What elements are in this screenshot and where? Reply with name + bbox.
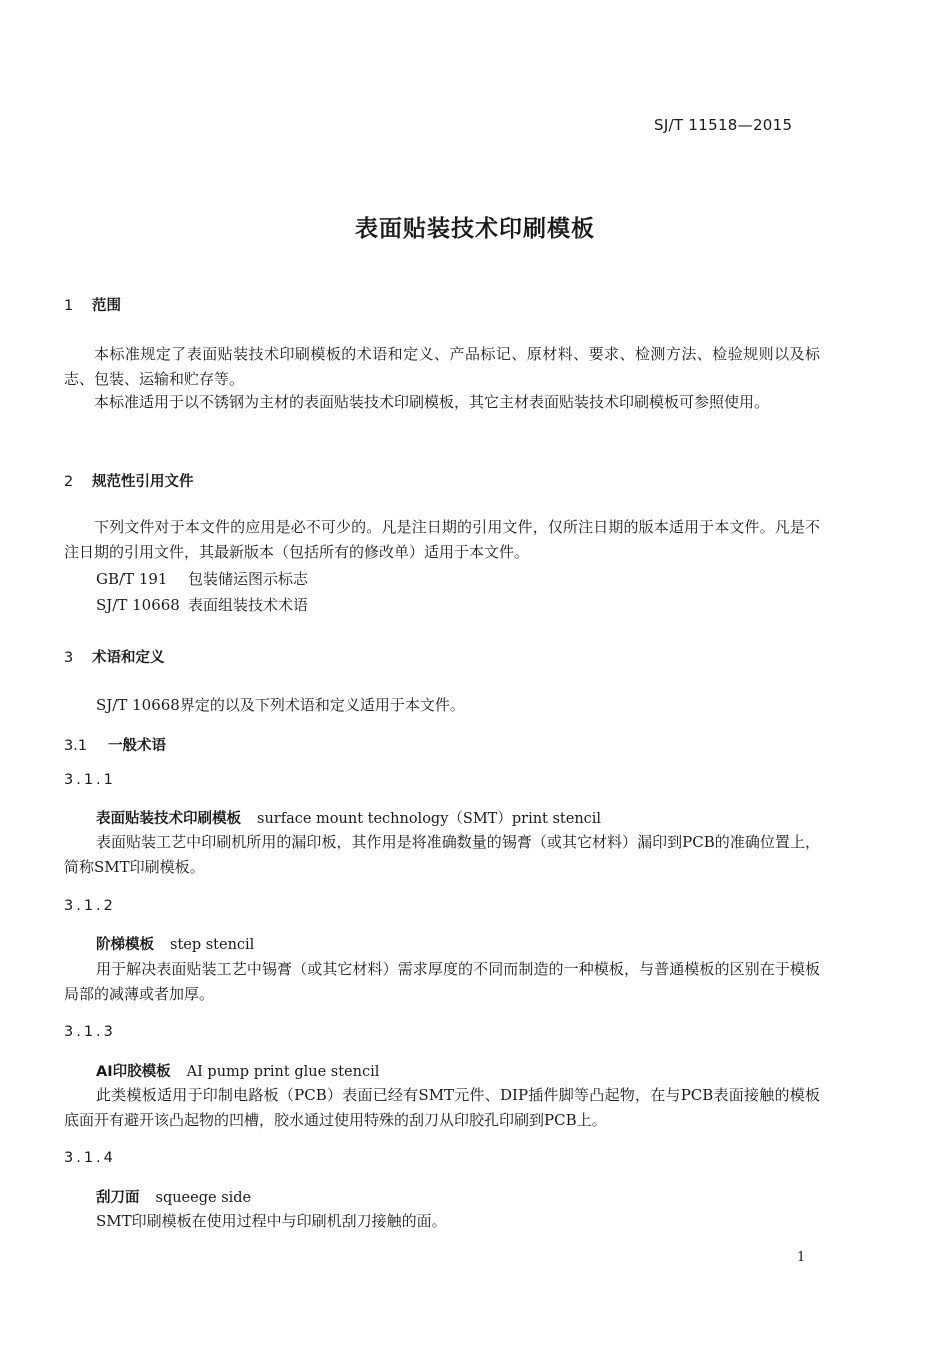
reference-title: 包装储运图示标志 [188, 570, 309, 588]
term-definition: 此类模板适用于印制电路板（PCB）表面已经有SMT元件、DIP插件脚等凸起物，在与PCB表面接触的模板底面开有避开该凸起物的凹槽，胶水通过使用特殊的刮刀从印胶孔印刷到PCB上。 [64, 1086, 820, 1129]
section-1-paragraph-2: 本标准适用于以不锈钢为主材的表面贴装技术印刷模板，其它主材表面贴装技术印刷模板可参照使用。 [94, 393, 770, 411]
document-title: 表面贴装技术印刷模板 [355, 216, 595, 242]
section-1-heading [64, 294, 121, 315]
term-chinese: AI印胶模板 [96, 1064, 171, 1080]
term-chinese: 表面贴装技术印刷模板 [96, 811, 241, 827]
term-definition: 用于解决表面贴装工艺中锡膏（或其它材料）需求厚度的不同而制造的一种模板，与普通模板的区别在于模板局部的减薄或者加厚。 [64, 960, 820, 1003]
subsection-3-1-heading [64, 734, 166, 755]
term-english: step stencil [170, 937, 255, 953]
term-heading [96, 933, 254, 954]
term-definition: 表面贴装工艺中印刷机所用的漏印板，其作用是将准确数量的锡膏（或其它材料）漏印到PCB的准确位置上，简称SMT印刷模板。 [64, 833, 820, 876]
term-chinese: 刮刀面 [96, 1190, 140, 1206]
section-number: 3 [64, 650, 74, 666]
reference-code: SJ/T 10668 [96, 596, 180, 614]
page-number: 1 [797, 1250, 806, 1265]
normative-reference [96, 568, 308, 589]
section-title: 术语和定义 [92, 650, 165, 666]
section-3-heading [64, 646, 165, 667]
section-3-paragraph-1: SJ/T 10668界定的以及下列术语和定义适用于本文件。 [96, 696, 465, 714]
term-heading [96, 807, 601, 828]
section-title: 规范性引用文件 [92, 474, 194, 490]
standard-number: SJ/T 11518—2015 [654, 116, 793, 134]
subsection-number: 3.1 [64, 738, 88, 754]
term-number: 3.1.4 [64, 1150, 116, 1166]
term-number: 3.1.3 [64, 1024, 116, 1040]
term-english: AI pump print glue stencil [186, 1064, 380, 1080]
section-1-paragraph-1: 本标准规定了表面贴装技术印刷模板的术语和定义、产品标记、原材料、要求、检测方法、检验规则以及标志、包装、运输和贮存等。 [64, 345, 820, 388]
term-heading [96, 1186, 251, 1207]
section-title: 范围 [92, 298, 121, 314]
term-heading [96, 1060, 379, 1081]
term-chinese: 阶梯模板 [96, 937, 154, 953]
section-number: 1 [64, 298, 74, 314]
term-english: squeege side [155, 1190, 252, 1206]
reference-code: GB/T 191 [96, 570, 168, 588]
term-english: surface mount technology（SMT）print stencil [257, 811, 602, 827]
term-number: 3.1.2 [64, 898, 116, 914]
term-number: 3.1.1 [64, 772, 116, 788]
normative-reference [96, 594, 308, 615]
subsection-title: 一般术语 [108, 738, 166, 754]
term-definition: SMT印刷模板在使用过程中与印刷机刮刀接触的面。 [96, 1212, 447, 1230]
section-number: 2 [64, 474, 74, 490]
reference-title: 表面组装技术术语 [188, 596, 309, 614]
section-2-paragraph-1: 下列文件对于本文件的应用是必不可少的。凡是注日期的引用文件，仅所注日期的版本适用于本文件。凡是不注日期的引用文件，其最新版本（包括所有的修改单）适用于本文件。 [64, 518, 820, 561]
section-2-heading [64, 470, 194, 491]
